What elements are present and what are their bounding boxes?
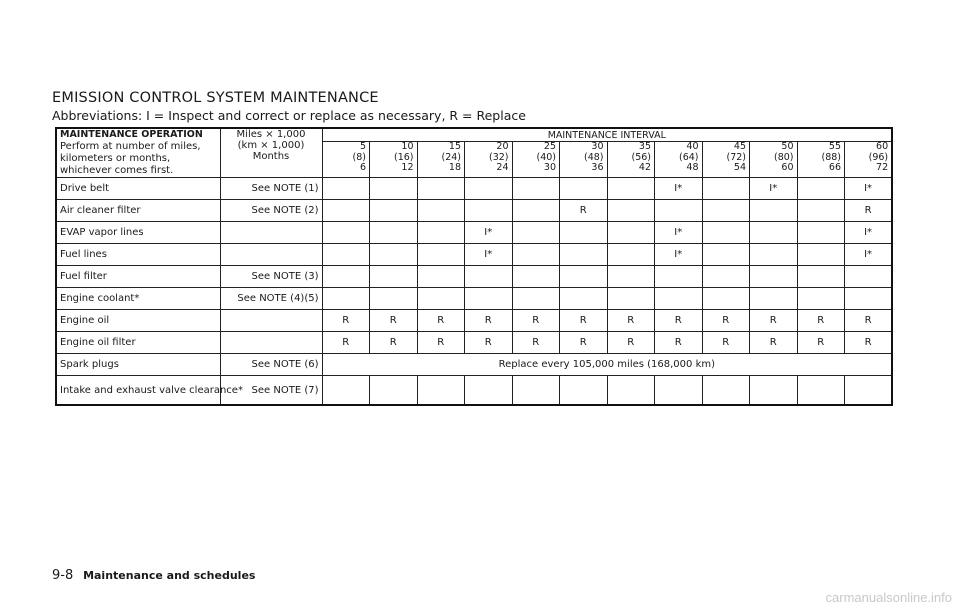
interval-cell: [797, 266, 845, 288]
interval-miles: 30: [591, 141, 604, 152]
interval-col-20: [465, 142, 513, 178]
abbreviations-note: Abbreviations: I = Inspect and correct or replace as necessary, R = Replace: [52, 108, 526, 123]
interval-col-35: [607, 142, 655, 178]
interval-col-45: [702, 142, 750, 178]
interval-cell: [322, 200, 370, 222]
interval-cell: R: [512, 332, 560, 354]
interval-months: 72: [876, 162, 889, 173]
interval-months: 6: [359, 162, 366, 173]
interval-cell: I*: [655, 178, 703, 200]
miles-header-line: Months: [252, 151, 290, 162]
interval-miles: 5: [359, 141, 366, 152]
interval-months: 24: [496, 162, 509, 173]
operation-header-line: kilometers or months,: [60, 153, 171, 164]
operation-note: [220, 222, 322, 244]
interval-cell: [465, 266, 513, 288]
operation-note: See NOTE (1): [220, 178, 322, 200]
interval-cell: [465, 288, 513, 310]
interval-cell: [607, 266, 655, 288]
interval-cell: [417, 200, 465, 222]
table-row: [56, 200, 892, 222]
interval-cell: I*: [655, 222, 703, 244]
operation-name: Spark plugs: [56, 354, 220, 376]
interval-km: (56): [631, 151, 651, 163]
interval-cell: [655, 266, 703, 288]
interval-months: 36: [591, 162, 604, 173]
interval-cell: [797, 244, 845, 266]
interval-cell: [845, 288, 893, 310]
interval-miles: 15: [448, 141, 461, 152]
interval-cell: R: [797, 332, 845, 354]
operation-header-line: Perform at number of miles,: [60, 141, 201, 152]
interval-cell: I*: [465, 244, 513, 266]
interval-cell: I*: [465, 222, 513, 244]
interval-cell: R: [560, 332, 608, 354]
interval-col-50: [750, 142, 798, 178]
interval-cell: I*: [845, 222, 893, 244]
interval-cell: R: [797, 310, 845, 332]
interval-months: 18: [448, 162, 461, 173]
operation-name: Intake and exhaust valve clearance*: [56, 376, 220, 406]
interval-months: 12: [401, 162, 414, 173]
interval-months: 66: [828, 162, 841, 173]
table-row: [56, 244, 892, 266]
interval-cell: [702, 200, 750, 222]
interval-cell: R: [322, 310, 370, 332]
interval-cell: R: [417, 310, 465, 332]
interval-cell: [417, 288, 465, 310]
interval-miles: 25: [543, 141, 556, 152]
interval-cell: R: [465, 310, 513, 332]
interval-miles: 55: [828, 141, 841, 152]
interval-miles: 10: [401, 141, 414, 152]
interval-cell: R: [560, 200, 608, 222]
interval-cell: [417, 376, 465, 406]
interval-miles: 35: [638, 141, 651, 152]
interval-cell: [370, 376, 418, 406]
interval-cell: [797, 178, 845, 200]
operation-note: [220, 310, 322, 332]
interval-cell: [322, 244, 370, 266]
operation-header: [56, 128, 220, 178]
interval-cell: [560, 376, 608, 406]
interval-cell: [512, 244, 560, 266]
interval-cell: R: [465, 332, 513, 354]
operation-name: EVAP vapor lines: [56, 222, 220, 244]
interval-cell: R: [702, 310, 750, 332]
interval-cell: [370, 178, 418, 200]
interval-cell: [322, 376, 370, 406]
interval-cell: R: [417, 332, 465, 354]
interval-col-55: [797, 142, 845, 178]
miles-header-line: (km × 1,000): [237, 140, 305, 151]
operation-name: Engine oil: [56, 310, 220, 332]
interval-cell: [702, 288, 750, 310]
interval-cell: [607, 200, 655, 222]
interval-cell: [370, 222, 418, 244]
interval-cell: [417, 178, 465, 200]
interval-miles: 45: [733, 141, 746, 152]
interval-cell: [750, 376, 798, 406]
interval-cell: [797, 200, 845, 222]
interval-km: (8): [352, 151, 366, 163]
interval-cell: [750, 244, 798, 266]
interval-months: 42: [638, 162, 651, 173]
operation-header-title: MAINTENANCE OPERATION: [60, 129, 203, 140]
interval-cell: [512, 178, 560, 200]
interval-cell: [797, 376, 845, 406]
table-row: [56, 178, 892, 200]
interval-cell: [465, 178, 513, 200]
interval-cell: R: [845, 310, 893, 332]
miles-header: [220, 128, 322, 178]
interval-cell: [560, 222, 608, 244]
interval-cell: [417, 222, 465, 244]
interval-cell: [845, 376, 893, 406]
interval-cell: R: [750, 310, 798, 332]
interval-cell: [702, 178, 750, 200]
interval-cell: [750, 266, 798, 288]
interval-col-60: [845, 142, 893, 178]
interval-cell: [370, 200, 418, 222]
interval-cell: R: [750, 332, 798, 354]
interval-cell: R: [655, 332, 703, 354]
operation-header-line: whichever comes first.: [60, 165, 174, 176]
page-footer: [52, 568, 255, 583]
interval-cell: [607, 178, 655, 200]
interval-cell: [655, 200, 703, 222]
table-row: [56, 288, 892, 310]
miles-header-line: Miles × 1,000: [236, 129, 306, 140]
interval-cell: [322, 288, 370, 310]
interval-cell: R: [322, 332, 370, 354]
maintenance-table: [55, 127, 893, 406]
interval-cell: R: [702, 332, 750, 354]
interval-cell: I*: [655, 244, 703, 266]
interval-col-25: [512, 142, 560, 178]
operation-note: See NOTE (4)(5): [220, 288, 322, 310]
interval-km: (40): [536, 151, 556, 163]
interval-cell: [655, 376, 703, 406]
operation-note: See NOTE (3): [220, 266, 322, 288]
interval-cell: [702, 266, 750, 288]
interval-cell: R: [512, 310, 560, 332]
table-row: [56, 376, 892, 406]
interval-cell: [797, 222, 845, 244]
interval-cell: [607, 376, 655, 406]
interval-cell: R: [845, 332, 893, 354]
operation-note: See NOTE (6): [220, 354, 322, 376]
interval-cell: [465, 376, 513, 406]
interval-cell: R: [655, 310, 703, 332]
interval-cell: [750, 200, 798, 222]
operation-note: [220, 244, 322, 266]
interval-miles: 50: [781, 141, 794, 152]
interval-cell: [655, 288, 703, 310]
operation-name: Fuel lines: [56, 244, 220, 266]
table-row: [56, 332, 892, 354]
operation-note: See NOTE (2): [220, 200, 322, 222]
interval-cell: [322, 178, 370, 200]
interval-col-10: [370, 142, 418, 178]
interval-cell: [322, 266, 370, 288]
table-body: [56, 178, 892, 406]
interval-cell: R: [607, 332, 655, 354]
table-row: [56, 266, 892, 288]
operation-name: Air cleaner filter: [56, 200, 220, 222]
interval-cell: [607, 288, 655, 310]
operation-name: Engine oil filter: [56, 332, 220, 354]
interval-cell: [512, 222, 560, 244]
operation-name: Engine coolant*: [56, 288, 220, 310]
interval-cell: [607, 244, 655, 266]
interval-km: (16): [393, 151, 414, 163]
interval-km: (64): [678, 151, 699, 163]
operation-name: Drive belt: [56, 178, 220, 200]
interval-cell: [322, 222, 370, 244]
interval-months: 54: [733, 162, 746, 173]
interval-cell: [607, 222, 655, 244]
interval-cell: R: [560, 310, 608, 332]
interval-cell: [417, 266, 465, 288]
interval-km: (72): [726, 151, 746, 163]
interval-cell: [370, 244, 418, 266]
interval-km: (32): [488, 151, 509, 163]
interval-cell: I*: [845, 244, 893, 266]
interval-cell: [845, 266, 893, 288]
interval-col-30: [560, 142, 608, 178]
interval-cell: [512, 200, 560, 222]
interval-col-5: [322, 142, 370, 178]
interval-cell: [560, 244, 608, 266]
interval-miles: 60: [876, 141, 889, 152]
interval-col-40: [655, 142, 703, 178]
interval-km: (48): [583, 151, 604, 163]
interval-km: (96): [868, 151, 889, 163]
interval-months: 30: [543, 162, 556, 173]
interval-cell: [512, 376, 560, 406]
interval-cell: [512, 266, 560, 288]
interval-km: (80): [773, 151, 794, 163]
interval-cell: [560, 266, 608, 288]
interval-months: 60: [781, 162, 794, 173]
interval-header: MAINTENANCE INTERVAL: [322, 128, 892, 142]
interval-col-15: [417, 142, 465, 178]
interval-miles: 40: [686, 141, 699, 152]
interval-cell: [797, 288, 845, 310]
operation-name: Fuel filter: [56, 266, 220, 288]
interval-cell: [512, 288, 560, 310]
operation-note: [220, 332, 322, 354]
interval-cell: [560, 178, 608, 200]
interval-months: 48: [686, 162, 699, 173]
table-row: [56, 222, 892, 244]
page-title: EMISSION CONTROL SYSTEM MAINTENANCE: [52, 90, 379, 106]
interval-cell: R: [607, 310, 655, 332]
interval-cell: [417, 244, 465, 266]
interval-cell: [465, 200, 513, 222]
interval-km: (24): [441, 151, 461, 163]
watermark: carmanualsonline.info: [825, 590, 952, 605]
interval-cell: [702, 376, 750, 406]
interval-cell: R: [845, 200, 893, 222]
page-number: 9-8: [52, 568, 74, 583]
interval-cell: [750, 288, 798, 310]
table-row: [56, 310, 892, 332]
interval-km: (88): [821, 151, 841, 163]
table-row: [56, 354, 892, 376]
interval-cell: I*: [845, 178, 893, 200]
interval-cell: R: [370, 332, 418, 354]
interval-cell: [702, 222, 750, 244]
interval-miles: 20: [496, 141, 509, 152]
interval-cell: [370, 266, 418, 288]
interval-cell: [750, 222, 798, 244]
section-name: Maintenance and schedules: [83, 569, 256, 582]
interval-cell: [702, 244, 750, 266]
operation-note: See NOTE (7): [220, 376, 322, 406]
interval-cell: R: [370, 310, 418, 332]
interval-span-note: Replace every 105,000 miles (168,000 km): [322, 354, 892, 376]
interval-cell: [370, 288, 418, 310]
interval-cell: [560, 288, 608, 310]
interval-cell: I*: [750, 178, 798, 200]
